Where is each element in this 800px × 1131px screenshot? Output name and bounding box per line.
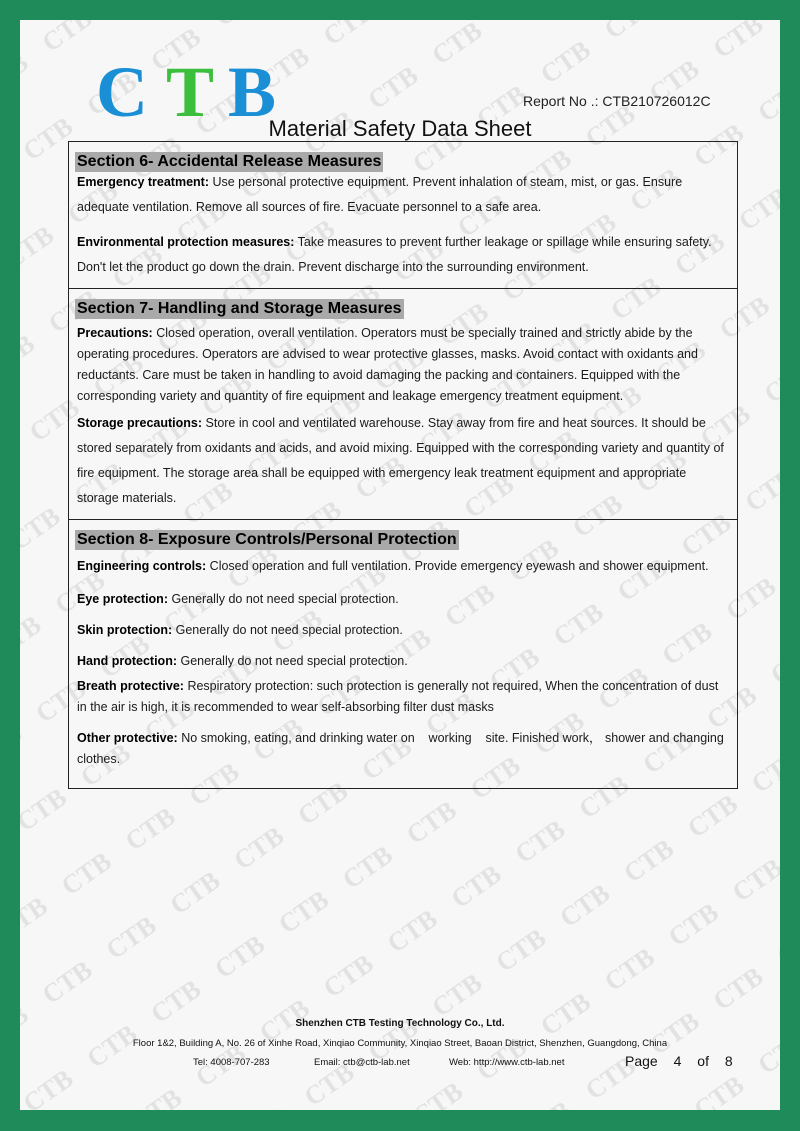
section-8 bbox=[69, 519, 737, 788]
footer-address: Floor 1&2, Building A, No. 26 of Xinhe Road, Xinqiao Community, Xinqiao Street, Baoan District, Shenzhen, Guangdong, China bbox=[132, 1038, 668, 1049]
breath-protective-paragraph bbox=[77, 676, 729, 718]
paragraph-text: Generally do not need special protection. bbox=[168, 592, 399, 606]
paragraph-label: Hand protection: bbox=[77, 654, 177, 668]
footer-web: Web: http://www.ctb-lab.net bbox=[449, 1057, 565, 1068]
document-page bbox=[20, 20, 780, 1110]
paragraph-label: Engineering controls: bbox=[77, 559, 207, 573]
skin-protection-paragraph bbox=[77, 620, 729, 641]
paragraph-text: Use personal protective equipment. Prevent inhalation of steam, mist, or gas. Ensure adequate ventilation. Remove all sources of fire. Evacuate personnel to a safe area. bbox=[77, 175, 683, 214]
page-current: 4 bbox=[673, 1053, 682, 1069]
page-indicator bbox=[625, 1053, 745, 1069]
footer-company: Shenzhen CTB Testing Technology Co., Ltd. bbox=[295, 1018, 505, 1029]
footer-tel: Tel: 4008-707-283 bbox=[193, 1057, 270, 1068]
paragraph-text: Closed operation, overall ventilation. Operators must be specially trained and strictly abide by the operating procedures. Operators are advised to wear protective glasses, masks. Avoid contact with oxidants and reductants. Care must be taken in handling to avoid damaging the packing and containers. Equipped with the corresponding variety and quantity of fire equipment and leakage emergency treatment equipment. bbox=[77, 326, 698, 403]
precautions-paragraph bbox=[77, 323, 729, 407]
environmental-protection-paragraph bbox=[77, 230, 729, 280]
section-6 bbox=[69, 142, 737, 288]
paragraph-label: Environmental protection measures: bbox=[77, 235, 295, 249]
storage-precautions-paragraph bbox=[77, 411, 729, 511]
section-heading: Section 6- Accidental Release Measures bbox=[77, 153, 382, 170]
paragraph-label: Precautions: bbox=[77, 326, 153, 340]
paragraph-label: Other protective: bbox=[77, 731, 178, 745]
svg-text:C: C bbox=[96, 54, 148, 124]
paragraph-label: Skin protection: bbox=[77, 623, 173, 637]
paragraph-label: Emergency treatment: bbox=[77, 175, 209, 189]
paragraph-label: Breath protective: bbox=[77, 679, 184, 693]
footer-email: Email: ctb@ctb-lab.net bbox=[314, 1057, 410, 1068]
paragraph-label: Storage precautions: bbox=[77, 416, 203, 430]
paragraph-text: Respiratory protection: such protection is generally not required, When the concentration of dust in the air is high, it is recommended to wear self-absorbing filter dust masks bbox=[77, 679, 719, 714]
engineering-controls-paragraph bbox=[77, 554, 729, 579]
other-protective-paragraph bbox=[77, 728, 729, 770]
svg-text:T: T bbox=[166, 54, 215, 124]
paragraph-text: Closed operation and full ventilation. Provide emergency eyewash and shower equipment. bbox=[206, 559, 709, 573]
report-number: Report No .: CTB210726012C bbox=[523, 93, 711, 109]
page-label: Page bbox=[625, 1053, 658, 1069]
page-total: 8 bbox=[724, 1053, 733, 1069]
paragraph-text: Take measures to prevent further leakage or spillage while ensuring safety. Don't let the product go down the drain. Prevent discharge into the surrounding environment. bbox=[77, 235, 712, 274]
page-of: of bbox=[697, 1053, 709, 1069]
paragraph-text: Generally do not need special protection. bbox=[172, 623, 403, 637]
paragraph-text: No smoking, eating, and drinking water on working site. Finished work， shower and changing clothes. bbox=[77, 731, 728, 766]
svg-text:B: B bbox=[228, 54, 277, 124]
hand-protection-paragraph bbox=[77, 651, 729, 672]
section-7 bbox=[69, 288, 737, 519]
paragraph-text: Generally do not need special protection. bbox=[177, 654, 408, 668]
sections-box bbox=[68, 141, 738, 789]
section-heading: Section 8- Exposure Controls/Personal Protection bbox=[77, 531, 457, 548]
paragraph-text: Store in cool and ventilated warehouse. Stay away from fire and heat sources. It should be stored separately from oxidants and acids, and avoid mixing. Equipped with the corresponding variety and quantity of fire equipment. The storage area shall be equipped with emergency leak treatment equipment and appropriate storage materials. bbox=[77, 416, 724, 505]
document-title: Material Safety Data Sheet bbox=[268, 116, 532, 141]
paragraph-label: Eye protection: bbox=[77, 592, 168, 606]
section-heading: Section 7- Handling and Storage Measures bbox=[77, 300, 402, 317]
ctb-logo bbox=[96, 54, 296, 124]
emergency-treatment-paragraph bbox=[77, 170, 729, 220]
eye-protection-paragraph bbox=[77, 589, 729, 610]
